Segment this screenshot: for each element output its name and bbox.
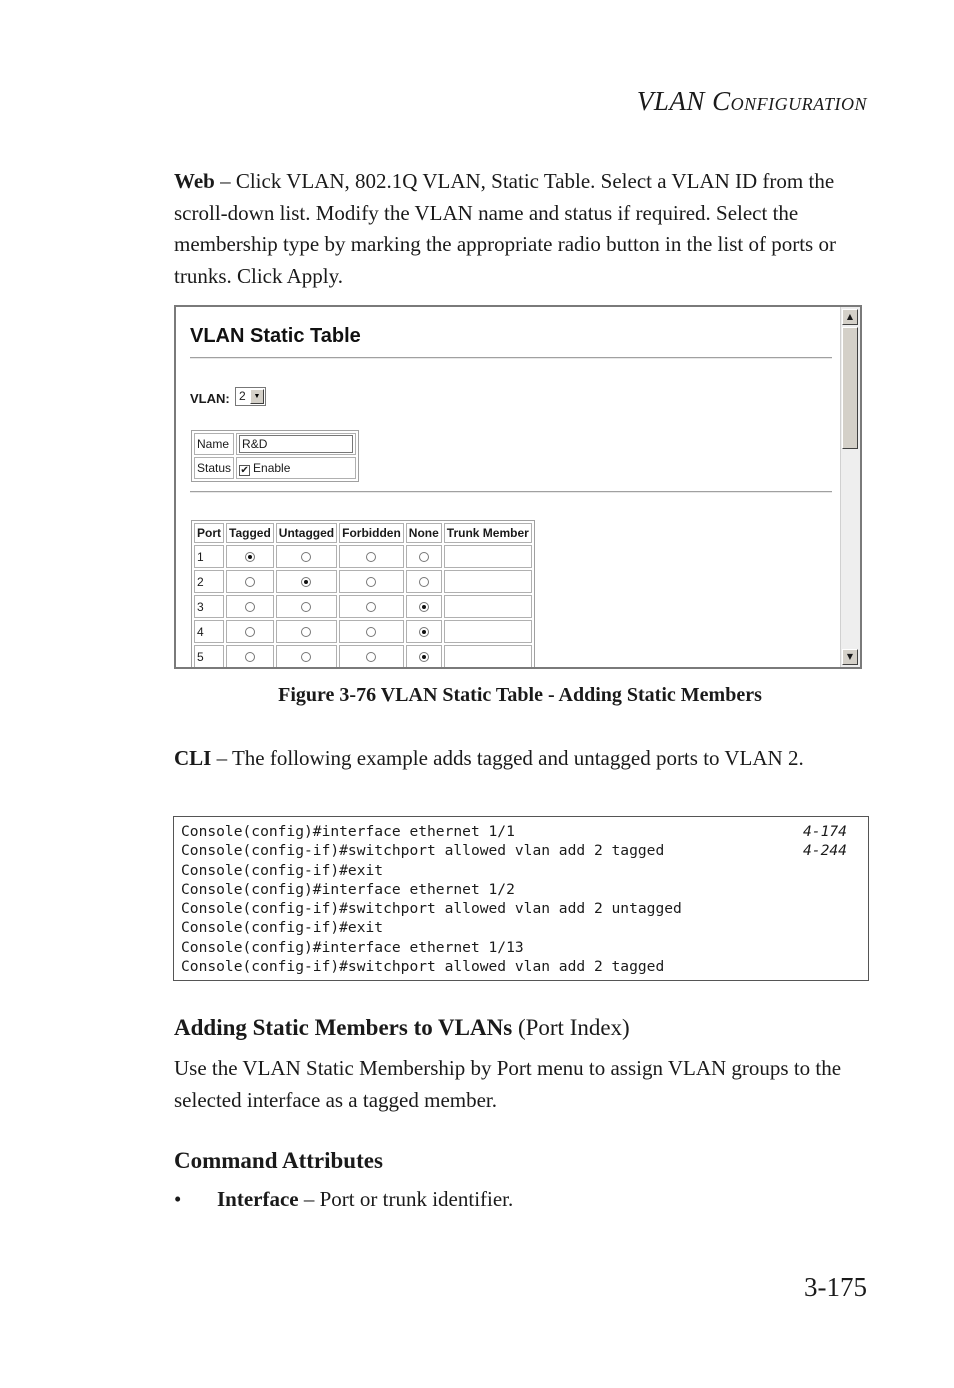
port-number: 5 [194,645,224,668]
table-row [194,570,532,593]
attribute-term: Interface [217,1187,299,1211]
section-paragraph: Use the VLAN Static Membership by Port menu to assign VLAN groups to the selected interface as a tagged member. [174,1056,842,1112]
divider [190,491,832,493]
trunk-member-cell [444,595,532,618]
name-label: Name [194,433,234,455]
web-instructions-paragraph: Web – Click VLAN, 802.1Q VLAN, Static Table. Select a VLAN ID from the scroll-down list. Modify the VLAN name and status if required. Select the membership type by marking the appropriate radio button in the list of ports or trunks. Click Apply. [174,169,836,288]
radio-none[interactable] [419,652,429,662]
code-line: Console(config)#interface ethernet 1/1 4-174 [181,823,847,840]
radio-none[interactable] [419,627,429,637]
radio-forbidden[interactable] [366,552,376,562]
vlan-static-table-screenshot [174,305,862,669]
column-header: Forbidden [339,523,404,543]
code-line: Console(config-if)#exit [181,919,384,937]
enable-checkbox[interactable]: ✔ [240,464,249,476]
divider [190,357,832,359]
trunk-member-cell [444,545,532,568]
trunk-member-cell [444,645,532,668]
vlan-label: VLAN: [190,391,230,406]
cli-lead: CLI [174,746,212,770]
port-membership-table [191,520,535,669]
table-row [194,595,532,618]
vlan-name-input[interactable]: R&D [239,435,353,453]
code-line: Console(config)#interface ethernet 1/13 [181,938,524,956]
code-page-reference: 4-244 [803,842,847,860]
radio-none[interactable] [419,577,429,587]
vlan-select[interactable]: 2 ▼ [235,387,266,406]
radio-tagged[interactable] [245,552,255,562]
radio-forbidden[interactable] [366,652,376,662]
figure-caption: Figure 3-76 VLAN Static Table - Adding Static Members [278,684,762,706]
web-lead: Web [174,169,215,193]
code-page-reference: 4-174 [803,823,847,840]
cli-code-block [173,816,869,981]
radio-tagged[interactable] [245,652,255,662]
page-number: 3-175 [804,1272,867,1302]
enable-label: Enable [253,460,291,475]
bullet-symbol: • [174,1187,182,1211]
status-label: Status [194,457,234,479]
port-number: 2 [194,570,224,593]
scroll-thumb[interactable] [842,327,858,449]
scroll-down-icon[interactable]: ▼ [842,649,858,665]
trunk-member-cell [444,570,532,593]
scroll-up-icon[interactable]: ▲ [842,309,858,325]
radio-untagged[interactable] [301,552,311,562]
code-line: Console(config-if)#switchport allowed vlan add 2 tagged 4-244 [181,842,847,860]
table-row [194,545,532,568]
radio-none[interactable] [419,552,429,562]
section-heading: Adding Static Members to VLANs (Port Index) [174,1015,630,1040]
radio-forbidden[interactable] [366,577,376,587]
radio-forbidden[interactable] [366,602,376,612]
chevron-down-icon[interactable]: ▼ [250,389,264,404]
table-row [194,645,532,668]
column-header: None [406,523,442,543]
column-header: Untagged [276,523,337,543]
port-number: 4 [194,620,224,643]
radio-tagged[interactable] [245,577,255,587]
table-row [194,620,532,643]
cli-paragraph: CLI – The following example adds tagged and untagged ports to VLAN 2. [174,746,804,770]
column-header: Port [194,523,224,543]
vertical-scrollbar[interactable] [840,307,860,667]
trunk-member-cell [444,620,532,643]
code-line: Console(config)#interface ethernet 1/2 [181,880,515,898]
radio-tagged[interactable] [245,627,255,637]
port-number: 1 [194,545,224,568]
panel-title: VLAN Static Table [190,325,361,347]
radio-untagged[interactable] [301,577,311,587]
column-header: Tagged [226,523,274,543]
code-line: Console(config-if)#exit [181,861,384,879]
radio-forbidden[interactable] [366,627,376,637]
code-line: Console(config-if)#switchport allowed vlan add 2 tagged [181,958,665,976]
port-number: 3 [194,595,224,618]
command-attributes-heading: Command Attributes [174,1148,383,1173]
code-line: Console(config-if)#switchport allowed vlan add 2 untagged [181,900,682,918]
radio-tagged[interactable] [245,602,255,612]
radio-untagged[interactable] [301,652,311,662]
radio-untagged[interactable] [301,627,311,637]
column-header: Trunk Member [444,523,532,543]
radio-none[interactable] [419,602,429,612]
name-status-table [191,430,359,482]
running-header: VLAN CONFIGURATION [636,86,867,116]
radio-untagged[interactable] [301,602,311,612]
